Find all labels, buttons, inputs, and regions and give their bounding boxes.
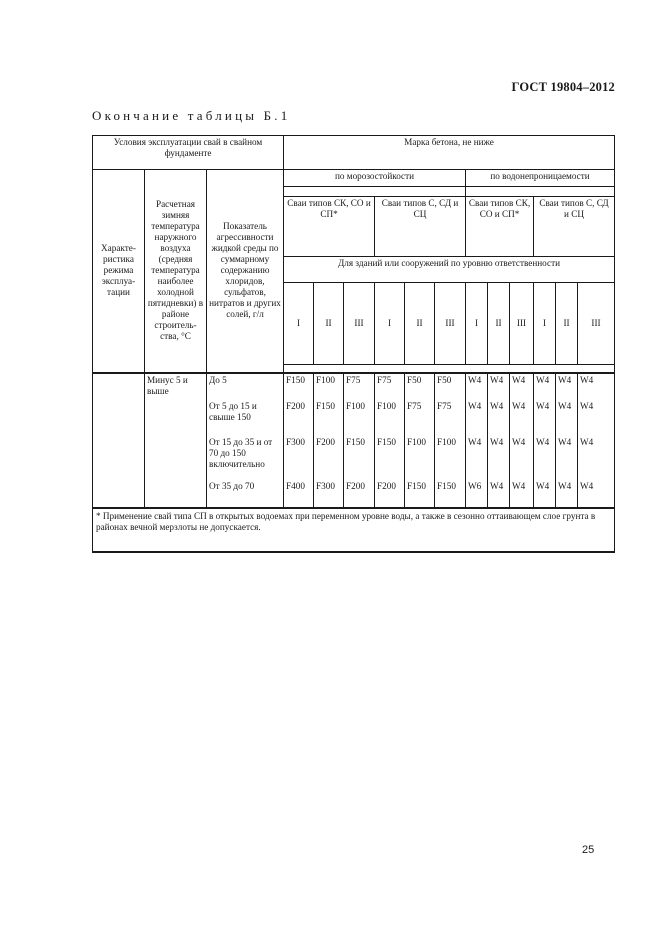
footnote-row [93,508,615,552]
header-operating-conditions: Условия эксплуатации свай в свайном фундаменте [93,136,284,170]
document-standard-header: ГОСТ 19804–2012 [511,80,615,94]
temperature-cell: Минус 5 и выше [145,373,207,508]
grade-cell: W4 [578,436,615,480]
grade-cell: F100 [405,436,435,480]
grade-cell: F100 [314,373,344,400]
grade-cell: W4 [466,436,488,480]
header-concrete-grade: Марка бетона, не ниже [284,136,615,170]
aggressiveness-cell: До 5 [207,373,284,400]
level-label: II [314,283,344,365]
grade-cell: F150 [314,400,344,436]
grade-cell: W4 [510,436,534,480]
grade-cell: F150 [435,480,466,508]
grade-cell: W4 [578,373,615,400]
grade-cell: W4 [466,400,488,436]
level-label: I [534,283,556,365]
pile-types-frost-s: Сваи типов С, СД и СЦ [375,197,466,257]
grade-cell: F75 [375,373,405,400]
pile-types-water-sk: Сваи типов СК, СО и СП* [466,197,534,257]
mode-cell-empty [93,373,145,508]
level-label: III [435,283,466,365]
grade-cell: F200 [375,480,405,508]
grade-cell: W4 [488,400,510,436]
level-label: III [578,283,615,365]
grade-cell: W4 [488,480,510,508]
header-mode-characteristic: Характе-ристика режима эксплуа-тации [93,170,145,373]
level-label: II [556,283,578,365]
table-title: Окончание таблицы Б.1 [92,108,291,123]
grade-cell: F150 [284,373,314,400]
grade-cell: F100 [344,400,375,436]
grade-cell: W4 [556,400,578,436]
grade-cell: F300 [284,436,314,480]
grade-cell: F150 [405,480,435,508]
level-label: III [510,283,534,365]
grade-cell: W4 [488,436,510,480]
level-label: III [344,283,375,365]
grade-cell: W4 [466,373,488,400]
grade-cell: F200 [344,480,375,508]
grade-cell: W4 [488,373,510,400]
grade-cell: F75 [344,373,375,400]
grade-cell: W4 [510,480,534,508]
grade-cell: W4 [510,373,534,400]
grade-cell: F200 [284,400,314,436]
level-label: I [284,283,314,365]
header-design-temperature: Расчетная зимняя температура наружного воздуха (средняя температура наиболее холодной пятидневки) в районе строитель-ства, °С [145,170,207,373]
grade-cell: F300 [314,480,344,508]
header-row-1 [93,136,615,170]
grade-cell: W4 [534,373,556,400]
grade-cell: F75 [435,400,466,436]
grade-cell: F100 [435,436,466,480]
grade-cell: W4 [578,480,615,508]
group-water-resistance: по водонепроницаемости [466,170,615,187]
spacer-cell [284,187,466,197]
level-label: II [488,283,510,365]
grade-cell: W4 [534,400,556,436]
group-frost-resistance: по морозостойкости [284,170,466,187]
table-row [93,373,615,400]
responsibility-level-header: Для зданий или сооружений по уровню ответственности [284,257,615,283]
grade-cell: F50 [435,373,466,400]
grade-cell: F150 [344,436,375,480]
grade-cell: F400 [284,480,314,508]
grade-cell: W4 [534,480,556,508]
level-label: I [466,283,488,365]
spacer-cell [284,365,615,373]
pile-types-frost-sk: Сваи типов СК, СО и СП* [284,197,375,257]
concrete-grade-table [92,135,615,553]
aggressiveness-cell: От 35 до 70 [207,480,284,508]
grade-cell: W6 [466,480,488,508]
page-number: 25 [582,844,595,856]
grade-cell: F50 [405,373,435,400]
grade-cell: W4 [556,373,578,400]
grade-cell: W4 [556,436,578,480]
level-label: I [375,283,405,365]
grade-cell: F75 [405,400,435,436]
pile-types-water-s: Сваи типов С, СД и СЦ [534,197,615,257]
grade-cell: W4 [578,400,615,436]
grade-cell: W4 [534,436,556,480]
grade-cell: W4 [510,400,534,436]
header-aggressiveness: Показатель агрессивности жидкой среды по суммарному содержанию хлоридов, сульфатов, нитратов и других солей, г/л [207,170,284,373]
grade-cell: W4 [556,480,578,508]
grade-cell: F200 [314,436,344,480]
grade-cell: F150 [375,436,405,480]
level-label: II [405,283,435,365]
spacer-cell [466,187,615,197]
grade-cell: F100 [375,400,405,436]
header-row-2 [93,170,615,187]
aggressiveness-cell: От 15 до 35 и от 70 до 150 включительно [207,436,284,480]
table-footnote: * Применение свай типа СП в открытых водоемах при переменном уровне воды, а также в сезонно оттаивающем слое грунта в районах вечной мерзлоты не допускается. [93,508,615,552]
aggressiveness-cell: От 5 до 15 и свыше 150 [207,400,284,436]
